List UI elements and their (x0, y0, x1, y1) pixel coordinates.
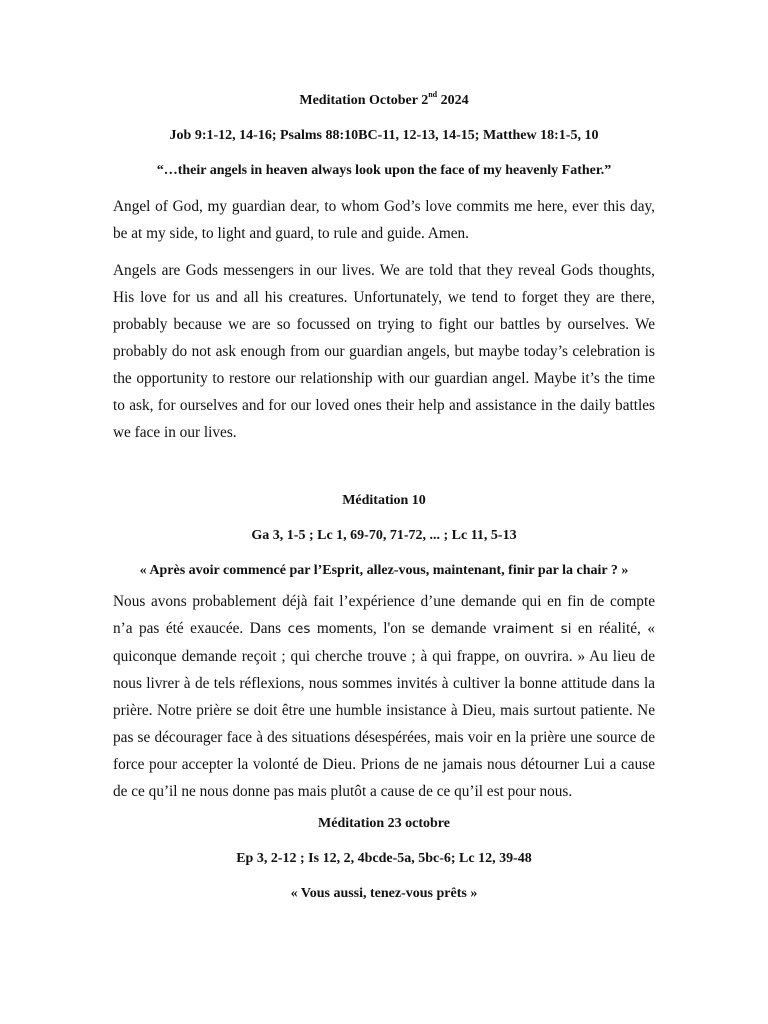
section1-readings: Job 9:1-12, 14-16; Psalms 88:10BC-11, 12-13, 14-15; Matthew 18:1-5, 10 (169, 128, 599, 143)
section3-readings: Ep 3, 2-12 ; Is 12, 2, 4bcde-5a, 5bc-6; Lc 12, 39-48 (236, 851, 532, 866)
section2-quote: « Après avoir commencé par l’Esprit, allez-vous, maintenant, finir par la chair ? » (139, 563, 629, 578)
section1-title-superscript: nd (428, 90, 438, 100)
section2-readings: Ga 3, 1-5 ; Lc 1, 69-70, 71-72, ... ; Lc 11, 5-13 (251, 528, 517, 543)
section3-title: Méditation 23 octobre (318, 816, 450, 831)
section1-title: Meditation October 2nd 2024 (299, 90, 469, 108)
section2-title: Méditation 10 (342, 493, 426, 508)
section2-reflection: Nous avons probablement déjà fait l’expérience d’une demande qui en fin de compte n’a pas été exaucée. Dans ces moments, l'on se demande vraiment si en réalité, « quiconque demande reçoit ; qui cherche trouve ; à qui frappe, on ouvrira. » Au lieu de nous livrer à de tels réflexions, nous sommes invités à cultiver la bonne attitude dans la prière. Notre prière se doit être une humble insistance à Dieu, mais surtout patiente. Ne pas se décourager face à des situations désespérées, mais voir en la prière une source de force pour accepter la volonté de Dieu. Prions de ne jamais nous détourner Lui a cause de ce qu’il ne nous donne pas mais plutôt a cause de ce qu’il est pour nous. (113, 593, 655, 800)
section3-quote: « Vous aussi, tenez-vous prêts » (290, 886, 478, 901)
section1-prayer: Angel of God, my guardian dear, to whom God’s love commits me here, ever this day, be at my side, to light and guard, to rule and guide. Amen. (113, 198, 655, 242)
section1-quote: “…their angels in heaven always look upon the face of my heavenly Father.” (156, 163, 612, 178)
section1-reflection: Angels are Gods messengers in our lives. We are told that they reveal Gods thoughts, His love for us and all his creatures. Unfortunately, we tend to forget they are there, probably because we are so focussed on trying to fight our battles by ourselves. We probably do not ask enough from our guardian angels, but maybe today’s celebration is the opportunity to restore our relationship with our guardian angel. Maybe it’s the time to ask, for ourselves and for our loved ones their help and assistance in the daily battles we face in our lives. (113, 262, 655, 441)
